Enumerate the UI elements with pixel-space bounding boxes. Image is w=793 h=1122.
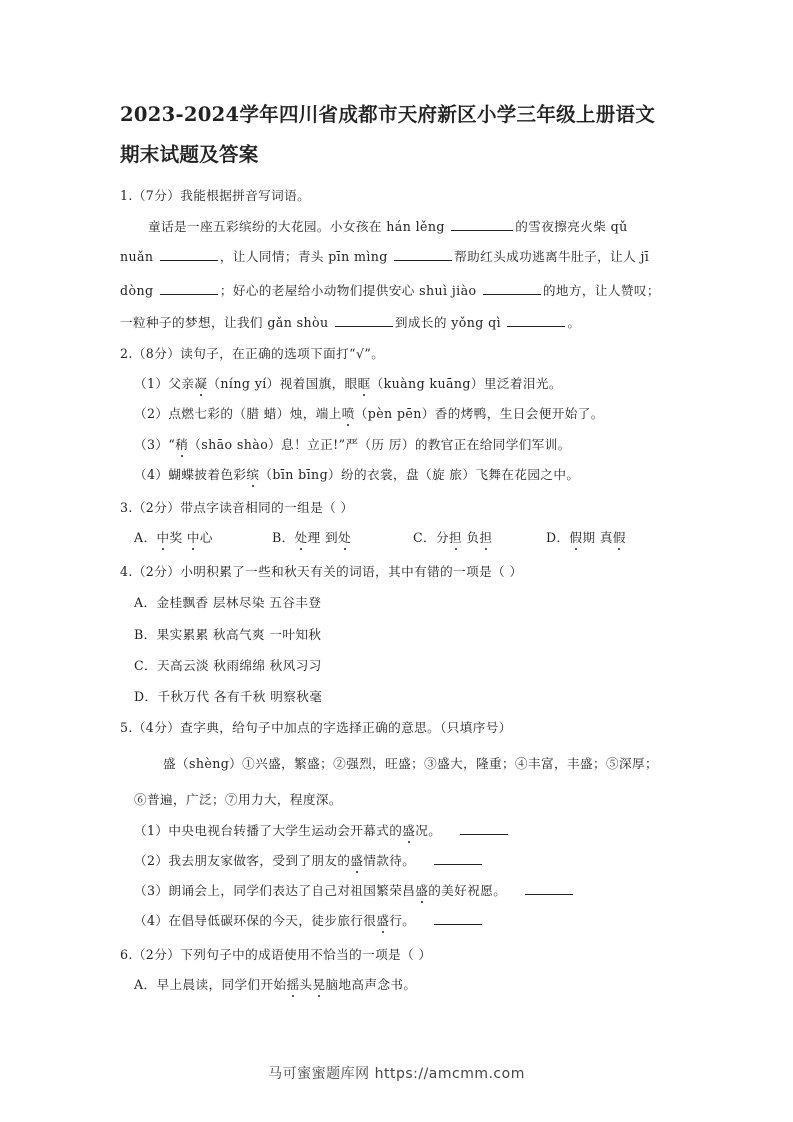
title-line-2: 期末试题及答案	[120, 143, 259, 166]
q2-text: （níng yí）视着国旗，眼	[207, 376, 358, 391]
q1-text: 。	[567, 315, 581, 330]
dotted-char: 中	[156, 530, 170, 545]
q5-text: 行。	[389, 913, 416, 928]
q4-option-b: B．果实累累 秋高气爽 一叶知秋	[134, 627, 322, 642]
q5-text: 情款待。	[363, 853, 416, 868]
q5-definition-1: 盛（shèng）①兴盛，繁盛；②强烈，旺盛；③盛大，隆重；④丰富，丰盛；⑤深厚；	[163, 756, 658, 771]
dotted-char: 担	[479, 530, 493, 545]
q2-sentence-1	[134, 375, 562, 393]
option-letter: B．	[272, 530, 295, 545]
answer-blank[interactable]	[335, 314, 393, 327]
option-text: 奖	[169, 530, 187, 545]
q4-option-a: A．金桂飘香 层林尽染 五谷丰登	[134, 595, 322, 610]
dotted-char: 喷	[341, 406, 355, 421]
page-title	[120, 95, 680, 175]
q3-option-b	[272, 529, 351, 547]
title-line-1: 2023-2024学年四川省成都市天府新区小学三年级上册语文	[120, 103, 656, 126]
option-letter: A．	[134, 530, 157, 545]
q1-line-1	[148, 218, 628, 236]
q2-sentence-2	[134, 405, 604, 423]
q2-text: （shāo shào）息！立正!”严（历 厉）的教官正在给同学们军训。	[188, 437, 571, 452]
dotted-char: 盛	[350, 853, 364, 868]
q1-heading: 1.（7分）我能根据拼音写词语。	[120, 188, 311, 203]
answer-blank[interactable]	[160, 282, 218, 295]
dotted-char: 中	[186, 530, 200, 545]
q1-line-3	[120, 282, 660, 300]
q1-line-2	[120, 248, 649, 266]
q1-text: 一粒种子的梦想，让我们 gǎn shòu	[120, 315, 329, 330]
q5-text: （2）我去朋友家做客，受到了朋友的	[134, 853, 351, 868]
q2-text: （pèn pēn）香的烤鸭，生日会便开始了。	[354, 406, 604, 421]
answer-blank[interactable]	[434, 912, 482, 925]
dotted-char: 缤	[246, 467, 260, 482]
q6-option-a	[134, 976, 416, 994]
option-text: 头	[299, 977, 313, 992]
option-text: 脑	[325, 977, 339, 992]
q1-text: ，让人同情；青头 pīn mìng	[219, 249, 388, 264]
option-letter: D．	[546, 530, 570, 545]
q5-text: （4）在倡导低碳环保的今天，徒步旅行很	[134, 913, 377, 928]
answer-blank[interactable]	[434, 852, 482, 865]
q2-text: （4）蝴蝶披着色彩	[134, 467, 247, 482]
dotted-char: 假	[612, 530, 626, 545]
q5-sentence-2	[134, 852, 484, 870]
answer-blank[interactable]	[451, 218, 513, 231]
q6-heading: 6.（2分）下列句子中的成语使用不恰当的一项是（ ）	[120, 947, 432, 962]
q5-text: （1）中央电视台转播了大学生运动会开幕式的	[134, 823, 403, 838]
q5-text: 的美好祝愿。	[428, 883, 507, 898]
dotted-char: 处	[294, 530, 308, 545]
option-text: 期 真	[582, 530, 613, 545]
q4-heading: 4.（2分）小明积累了一些和秋天有关的词语，其中有错的一项是（ ）	[120, 564, 523, 579]
q1-line-4	[120, 314, 580, 332]
q3-heading: 3.（2分）带点字读音相同的一组是（ ）	[120, 500, 354, 515]
q1-text: 童话是一座五彩缤纷的大花园。小女孩在 hán lěng	[148, 219, 445, 234]
dotted-char: 假	[569, 530, 583, 545]
q1-text: 的雪夜擦亮火柴 qǔ	[515, 219, 628, 234]
q2-text: （3）“	[134, 437, 176, 452]
dotted-char: 担	[449, 530, 463, 545]
answer-blank[interactable]	[507, 314, 565, 327]
q5-text: 况。	[415, 823, 442, 838]
q1-text: 帮助红头成功逃离牛肚子，让人 jī	[454, 249, 650, 264]
q5-sentence-3	[134, 882, 575, 900]
q1-text: dòng	[120, 283, 154, 298]
dotted-char: 凝	[194, 376, 208, 391]
q1-text: 到成长的 yǒng qì	[394, 315, 502, 330]
q4-option-c: C．天高云淡 秋雨绵绵 秋风习习	[134, 658, 322, 673]
dotted-char: 盛	[415, 883, 429, 898]
option-text: 心	[199, 530, 213, 545]
q3-option-a	[134, 529, 213, 547]
q2-sentence-3	[134, 436, 571, 454]
dotted-char: 盛	[402, 823, 416, 838]
q2-heading: 2.（8分）读句子，在正确的选项下面打“√”。	[120, 346, 385, 361]
option-text: 理 到	[307, 530, 339, 545]
q5-text: （3）朗诵会上，同学们表达了自己对祖国繁荣昌	[134, 883, 416, 898]
footer-watermark[interactable]: 马可蜜蜜题库网 https://amcmm.com	[268, 1066, 525, 1082]
q2-sentence-4	[134, 466, 579, 484]
option-text: A．早上晨读，同学们开始	[134, 977, 287, 992]
q4-option-d: D．千秋万代 各有千秋 明察秋毫	[134, 689, 323, 704]
option-text: 地高声念书。	[338, 977, 417, 992]
option-text: C．分	[413, 530, 450, 545]
dotted-char: 晃	[312, 977, 326, 992]
option-text: 负	[462, 530, 480, 545]
q3-option-c	[413, 529, 492, 547]
q1-text: nuǎn	[120, 249, 154, 264]
q1-text: ；好心的老屋给小动物们提供安心 shuì jiào	[219, 283, 477, 298]
dotted-char: 眶	[357, 376, 371, 391]
q5-sentence-4	[134, 912, 484, 930]
dotted-char: 摇	[286, 977, 300, 992]
dotted-char: 稍	[175, 437, 189, 452]
q5-sentence-1	[134, 822, 510, 840]
q3-option-d	[546, 529, 626, 547]
q5-definition-2: ⑥普遍，广泛；⑦用力大，程度深。	[134, 792, 342, 807]
q1-text: 的地方，让人赞叹；	[542, 283, 660, 298]
answer-blank[interactable]	[160, 248, 218, 261]
q2-text: （1）父亲	[134, 376, 195, 391]
answer-blank[interactable]	[483, 282, 541, 295]
q2-text: （2）点燃七彩的（腊 蜡）烛，端上	[134, 406, 342, 421]
q2-text: （bīn bīng）纷的衣裳，盘（旋 旅）飞舞在花园之中。	[259, 467, 580, 482]
dotted-char: 处	[338, 530, 352, 545]
answer-blank[interactable]	[525, 882, 573, 895]
answer-blank[interactable]	[394, 248, 452, 261]
answer-blank[interactable]	[460, 822, 508, 835]
dotted-char: 盛	[376, 913, 390, 928]
q2-text: （kuàng kuāng）里泛着泪光。	[370, 376, 562, 391]
q5-heading: 5.（4分）查字典，给句子中加点的字选择正确的意思。（只填序号）	[120, 720, 512, 735]
